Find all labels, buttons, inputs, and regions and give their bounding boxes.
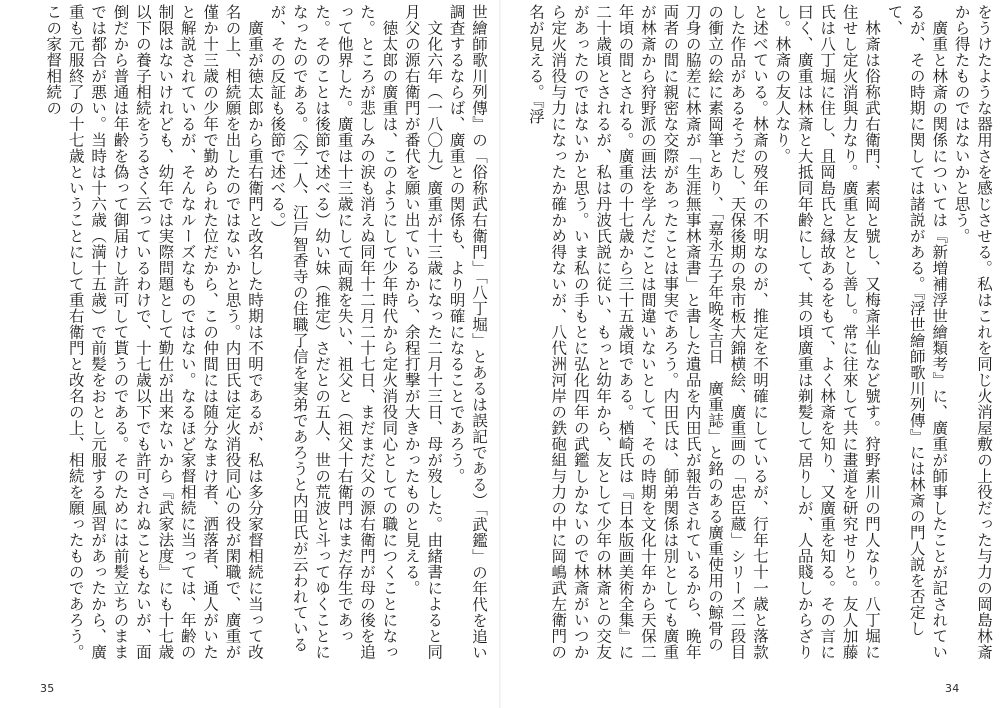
paragraph: 廣重が徳太郎から重右衛門と改名した時期は不明であるが、私は多分家督相続に当って改名の上、相続願を出したのではないかと思う。内田氏は定火消役同心の役が閑職で、廣重が僅か十三歳の少年で勤められた位だから、この仲間には随分なまけ者、洒落者、通人がいたと解説されているが、そんなルーズなものではない。なるほど家督相続に当っては、年齢の制限はないけれども、幼年では実際問題として勤仕が出来ないから『武家法度』にも十七歳以下の養子相続をうるさく云っているわけで、十七歳以下でも許可されぬこともないが、面倒だから普通は年齢を偽って御届けし許可して貰うのである。そのためには前髪立ちのままでは都合が悪い。当時は十六歳（満十五歳）で前髪をおとし元服する風習があったから、廣重も元服終了の十七歳ということにして重右衛門と改名の上、相続を願ったものであろう。この家督相続の (44, 4, 264, 660)
paragraph: 世繪師歌川列傳』の「俗称武右衛門」「八丁堀」とあるは誤記である）「武鑑」の年代を追い調査するならば、廣重との関係も、より明確になることであろう。 (447, 4, 488, 661)
right-page-body (525, 4, 995, 668)
page-number-left: 35 (40, 682, 55, 695)
paragraph: をうけたような器用さを感じさせる。私はこれを同じ火消屋敷の上役だった与力の岡島林斎から得たものではないかと思う。 (952, 4, 993, 660)
left-page-body (20, 4, 490, 668)
paragraph: 文化六年（一八〇九）廣重が十三歳になった二月十三日、母が歿した。由緒書によると同月父の源右衛門が番代を願い出ているから、余程打撃が大きかったものと見える。 (402, 4, 444, 660)
paragraph: と述べている。林斎の歿年の不明なのが、推定を不明確にしているが、行年七十一歳と落款した作品があるそうだし、天保後期の泉市板大錦横絵、廣重画の「忠臣蔵」シリーズ二段目の衝立の絵に素岡筆とあり、「嘉永五子年晩冬吉日 廣重誌」と銘のある廣重使用の鯨骨の刀身の脇差に林斎が「生涯無事林斎書」と書した遺品を内田氏が報告されているから、晩年両者の間に親密な交際があったことは事実であろう。内田氏は、師弟関係は別としても廣重が林斎から狩野派の画法を学んだことは間違いないとして、その時期を文化十年から天保二年頃の間とされる。廣重の十七歳から三十五歳頃である。楢崎氏は『日本版画美術全集』に二十歳頃とされるが、私は丹波氏説に従い、もっと幼年から、友として少年の林斎との交友があったのではないかと思う。いま私の手もとに弘化四年の武鑑しかないので林斎がいつから定火消役与力になったか確かめ得ないが、八代洲河岸の鉄砲組与力の中に岡嶋武左衛門の名が見える。『浮 (526, 4, 769, 660)
paragraph: 廣重と林斎の関係については『新増補浮世繪類考』に、廣重が師事したことが記されているが、その時期に関しては諸説がある。『浮世繪師歌川列傳』には林斎の門人説を否定して、 (885, 4, 949, 660)
page-number-right: 34 (945, 682, 960, 695)
block-quote: 林斎は俗称武右衛門、素岡と號し、又梅斎半仙など號す。狩野素川の門人なり。八丁堀に住せし定火消與力なり。廣重と友とし善し。常に往來して共に畫道を研究せりと。友人加藤氏は八丁堀に住し、且岡島氏と縁故あるをもて、よく林斎を知り、又廣重を知る。その言に曰く、廣重は林斎と大抵同年齢にして、其の頃廣重は剃髪して居りしが、人品賤しからざりし。林斎の友人なり。 (773, 4, 881, 660)
paragraph: 徳太郎の廣重は、このようにして少年時代から定火消役同心としての職につくことになった。ところが悲しみの涙も消えぬ同年十二月二十七日、まだまだ父の源右衛門が母の後を追って他界した。廣重は十三歳にして両親を失い、祖父と（祖父十右衛門はまだ存生であった。そのことは後節で述べる）幼い妹（推定）さだとの五人、世の荒波と斗ってゆくことになったのである。（今一人、江戸智香寺の住職了信を実弟であろうと内田氏が云われているが、その反証も後節で述べる。） (268, 4, 399, 660)
